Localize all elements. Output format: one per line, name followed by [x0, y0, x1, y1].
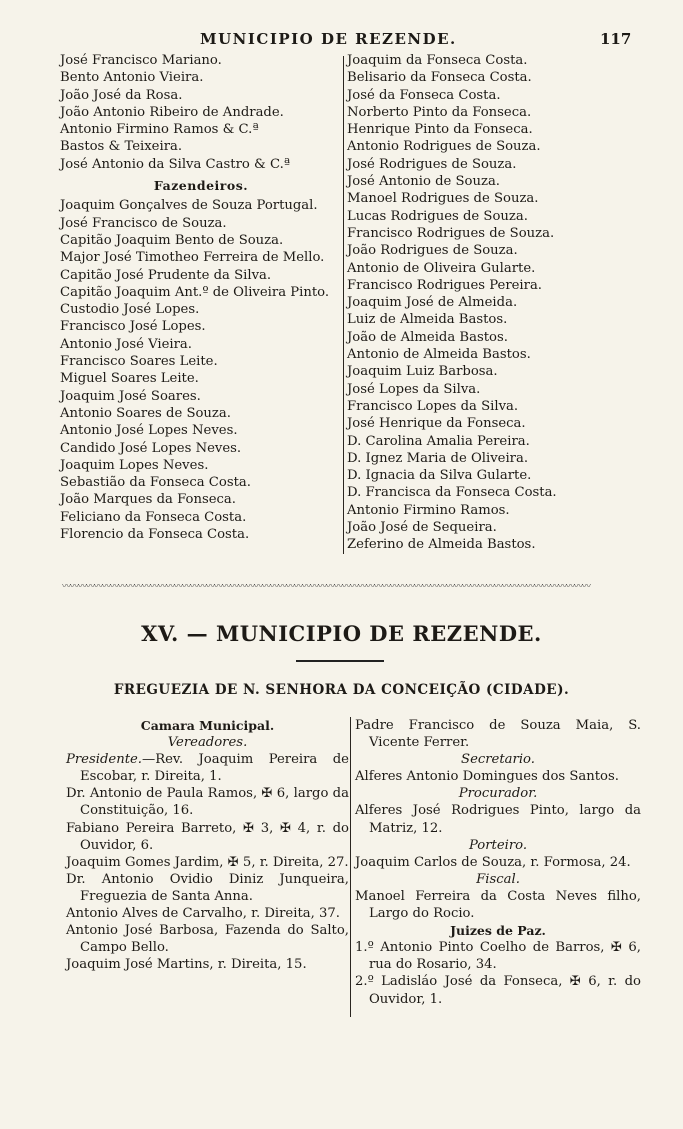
wavy-divider: 〰〰〰〰〰〰〰〰〰〰〰〰〰〰〰〰〰〰〰〰〰〰〰〰〰〰〰〰〰〰〰〰〰〰〰〰〰〰〰〰〰〰〰〰〰〰〰〰〰〰〰〰〰〰〰〰〰〰〰〰〰〰〰〰〰〰: [62, 583, 591, 591]
list-item: Antonio José Vieira.: [60, 336, 192, 352]
fazendeiros-list: [60, 197, 342, 543]
list-item: João de Almeida Bastos.: [347, 329, 508, 345]
vereador-entry: Antonio José Barbosa, Fazenda do Salto, Campo Bello.: [66, 923, 349, 956]
list-item: D. Ignacia da Silva Gularte.: [347, 468, 532, 484]
list-item: José Francisco de Souza.: [60, 215, 227, 231]
list-item: Lucas Rodrigues de Souza.: [347, 208, 528, 224]
list-item: João José de Sequeira.: [347, 520, 497, 536]
list-item: Antonio Firmino Ramos & C.ª: [60, 122, 259, 138]
list-item: Capitão José Prudente da Silva.: [60, 267, 272, 283]
list-item: Feliciano da Fonseca Costa.: [60, 509, 247, 525]
section-title: XV. — MUNICIPIO DE REZENDE.: [141, 621, 542, 646]
vereador-entry: Dr. Antonio de Paula Ramos, ✠ 6, largo da Constituição, 16.: [66, 786, 349, 819]
left-column-top: [60, 52, 342, 543]
list-item: Francisco Lopes da Silva.: [347, 398, 519, 414]
fiscal-entry: Manoel Ferreira da Costa Neves filho, Largo do Rocio.: [355, 888, 641, 922]
freguezia-heading: FREGUEZIA DE N. SENHORA DA CONCEIÇÃO (CIDADE).: [113, 682, 570, 698]
list-item: D. Ignez Maria de Oliveira.: [347, 450, 529, 466]
vereador-entry: Joaquim Gomes Jardim, ✠ 5, r. Direita, 27.: [66, 854, 349, 870]
list-item: Manoel Rodrigues de Souza.: [347, 191, 539, 207]
porteiro-entry: Joaquim Carlos de Souza, r. Formosa, 24.: [355, 854, 631, 870]
list-item: Major José Timotheo Ferreira de Mello.: [60, 250, 325, 266]
list-item: Bastos & Teixeira.: [60, 139, 183, 155]
list-item: Antonio José Lopes Neves.: [60, 423, 238, 439]
header-title: MUNICIPIO DE REZENDE.: [200, 30, 457, 48]
list-item: Henrique Pinto da Fonseca.: [347, 122, 533, 138]
vereador-entry: Dr. Antonio Ovidio Diniz Junqueira, Freguezia de Santa Anna.: [66, 871, 349, 904]
page-number: 117: [600, 30, 632, 48]
list-item: Belisario da Fonseca Costa.: [347, 70, 532, 86]
list-item: Candido José Lopes Neves.: [60, 440, 242, 456]
list-item: D. Carolina Amalia Pereira.: [347, 433, 530, 449]
presidente-text: —Rev. Joaquim Pereira de Escobar, r. Direita, 1.: [80, 752, 349, 785]
list-item: Joaquim da Fonseca Costa.: [347, 53, 528, 68]
list-item: Francisco Rodrigues Pereira.: [347, 277, 542, 293]
column-divider: [343, 56, 344, 554]
list-item: José da Fonseca Costa.: [347, 87, 501, 103]
list-item: Zeferino de Almeida Bastos.: [347, 537, 536, 553]
procurador-entry: Alferes José Rodrigues Pinto, largo da Matriz, 12.: [355, 803, 641, 836]
list-item: Antonio Firmino Ramos.: [347, 502, 510, 518]
list-item: Antonio de Almeida Bastos.: [347, 347, 531, 363]
vereador-entry: Joaquim José Martins, r. Direita, 15.: [66, 957, 307, 973]
list-item: Capitão Joaquim Ant.º de Oliveira Pinto.: [60, 284, 330, 300]
secretario-label: Secretario.: [461, 752, 535, 768]
camara-left-column: [66, 717, 349, 973]
secretario-entry: Alferes Antonio Domingues dos Santos.: [355, 769, 619, 785]
list-item: Antonio Rodrigues de Souza.: [347, 139, 541, 155]
juiz-entry: 2.º Ladisláo José da Fonseca, ✠ 6, r. do Ouvidor, 1.: [355, 974, 641, 1007]
vereador-entry: Antonio Alves de Carvalho, r. Direita, 37.: [66, 906, 340, 922]
list-item: Norberto Pinto da Fonseca.: [347, 104, 532, 120]
porteiro-label: Porteiro.: [468, 837, 528, 853]
list-item: Francisco Soares Leite.: [60, 354, 218, 370]
list-item: João Rodrigues de Souza.: [347, 243, 518, 259]
fazendeiros-heading: Fazendeiros.: [153, 178, 249, 194]
juiz-entry: 1.º Antonio Pinto Coelho de Barros, ✠ 6, rua do Rosario, 34.: [355, 940, 641, 973]
list-item: D. Francisca da Fonseca Costa.: [347, 485, 557, 501]
presidente-entry: [66, 751, 349, 785]
list-item: José Antonio da Silva Castro & C.ª: [60, 156, 291, 172]
list-item: Bento Antonio Vieira.: [60, 70, 204, 86]
list-item: Francisco José Lopes.: [60, 319, 206, 335]
list-item: Sebastião da Fonseca Costa.: [60, 475, 251, 491]
list-item: Miguel Soares Leite.: [60, 371, 199, 387]
list-item: Joaquim José Soares.: [60, 388, 201, 404]
camara-right-column: [355, 717, 641, 1008]
vereador-entry: Fabiano Pereira Barreto, ✠ 3, ✠ 4, r. do Ouvidor, 6.: [66, 820, 349, 853]
list-item: José Henrique da Fonseca.: [347, 416, 526, 432]
list-item: Florencio da Fonseca Costa.: [60, 527, 250, 543]
procurador-label: Procurador.: [458, 786, 538, 802]
right-column-top: [347, 52, 637, 554]
list-item: Joaquim Gonçalves de Souza Portugal.: [60, 198, 318, 214]
list-item: Joaquim José de Almeida.: [347, 295, 518, 311]
list-item: Joaquim Lopes Neves.: [60, 457, 209, 473]
list-item: José Francisco Mariano.: [60, 53, 222, 68]
list-item: José Antonio de Souza.: [347, 174, 500, 190]
list-item: Antonio de Oliveira Gularte.: [347, 260, 536, 276]
list-item: Capitão Joaquim Bento de Souza.: [60, 232, 284, 248]
column-divider: [350, 717, 351, 1017]
list-item: João Antonio Ribeiro de Andrade.: [60, 104, 284, 120]
list-item: Antonio Soares de Souza.: [60, 405, 231, 421]
running-header: [0, 30, 683, 52]
list-item: Joaquim Luiz Barbosa.: [347, 364, 498, 380]
list-item: José Rodrigues de Souza.: [347, 156, 517, 172]
list-item: José Lopes da Silva.: [347, 381, 481, 397]
list-item: João Marques da Fonseca.: [60, 492, 236, 508]
list-item: João José da Rosa.: [60, 87, 183, 103]
merchant-list: [60, 52, 342, 173]
list-item: Francisco Rodrigues de Souza.: [347, 225, 555, 241]
vereadores-heading: Vereadores.: [167, 735, 248, 751]
list-item: Custodio José Lopes.: [60, 302, 200, 318]
camara-heading: Camara Municipal.: [140, 718, 275, 733]
presidente-label: Presidente.: [66, 752, 143, 768]
title-rule: [296, 660, 384, 662]
fiscal-label: Fiscal.: [476, 871, 520, 887]
vereador-entry: Padre Francisco de Souza Maia, S. Vicente Ferrer.: [355, 718, 641, 751]
juizes-heading: Juizes de Paz.: [450, 923, 546, 939]
list-item: Luiz de Almeida Bastos.: [347, 312, 508, 328]
